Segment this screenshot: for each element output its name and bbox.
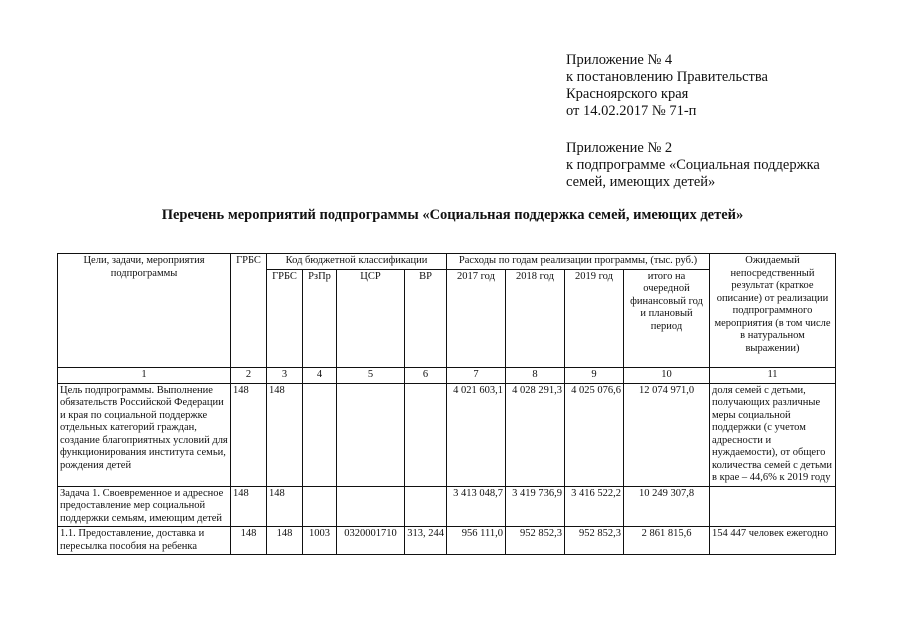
table-row (58, 527, 836, 555)
table-row (58, 383, 836, 486)
header-grbs: ГРБС (231, 254, 267, 368)
column-number: 6 (405, 367, 447, 383)
row-csr: 0320001710 (337, 527, 405, 555)
header-total: итого на очередной финансовый год и плановый период (624, 269, 710, 367)
header-result: Ожидаемый непосредственный результат (краткое описание) от реализации подпрограммного мероприятия (в том числе в натуральном выражении) (710, 254, 836, 368)
header-2019: 2019 год (565, 269, 624, 367)
column-number: 2 (231, 367, 267, 383)
row-2018: 4 028 291,3 (506, 383, 565, 486)
row-name: Задача 1. Своевременное и адресное предоставление мер социальной поддержки семьям, имеющим детей (58, 486, 231, 527)
row-grbs: 148 (231, 486, 267, 527)
appendix-line: от 14.02.2017 № 71-п (566, 103, 697, 119)
appendix-header (566, 52, 820, 191)
appendix-line: к подпрограмме «Социальная поддержка (566, 157, 820, 173)
row-rzpr (303, 486, 337, 527)
row-grbs: 148 (231, 527, 267, 555)
header-grbs2: ГРБС (267, 269, 303, 367)
column-number: 10 (624, 367, 710, 383)
row-vr (405, 383, 447, 486)
row-name: 1.1. Предоставление, доставка и пересылка пособия на ребенка (58, 527, 231, 555)
header-2017: 2017 год (447, 269, 506, 367)
row-grbs: 148 (231, 383, 267, 486)
row-csr (337, 486, 405, 527)
row-2017: 956 111,0 (447, 527, 506, 555)
row-total: 12 074 971,0 (624, 383, 710, 486)
column-numbers-row (58, 367, 836, 383)
document-title: Перечень мероприятий подпрограммы «Социальная поддержка семей, имеющих детей» (161, 207, 744, 223)
header-goals: Цели, задачи, мероприятия подпрограммы (58, 254, 231, 368)
row-2018: 952 852,3 (506, 527, 565, 555)
column-number: 7 (447, 367, 506, 383)
row-2019: 3 416 522,2 (565, 486, 624, 527)
column-number: 9 (565, 367, 624, 383)
row-result (710, 486, 836, 527)
row-result: доля семей с детьми, получающих различные меры социальной поддержки (с учетом адресности и нуждаемости), от общего количества семей с детьми в крае – 44,6% к 2019 году (710, 383, 836, 486)
appendix-line: Красноярского края (566, 86, 689, 102)
row-rzpr: 1003 (303, 527, 337, 555)
header-csr: ЦСР (337, 269, 405, 367)
row-name: Цель подпрограммы. Выполнение обязательств Российской Федерации и края по социальной поддержке отдельных категорий граждан, создание благоприятных условий для функционирования института семьи, рождения детей (58, 383, 231, 486)
row-rzpr (303, 383, 337, 486)
appendix-line: семей, имеющих детей» (566, 174, 716, 190)
row-csr (337, 383, 405, 486)
appendix-line: Приложение № 4 (566, 52, 673, 68)
row-2018: 3 419 736,9 (506, 486, 565, 527)
row-vr: 313, 244 (405, 527, 447, 555)
measures-table (57, 253, 836, 555)
column-number: 5 (337, 367, 405, 383)
appendix-line: к постановлению Правительства (566, 69, 768, 85)
header-expenses-group: Расходы по годам реализации программы, (тыс. руб.) (447, 254, 710, 270)
table-row (58, 486, 836, 527)
appendix-line: Приложение № 2 (566, 140, 673, 156)
column-number: 1 (58, 367, 231, 383)
row-2019: 4 025 076,6 (565, 383, 624, 486)
row-2019: 952 852,3 (565, 527, 624, 555)
column-number: 11 (710, 367, 836, 383)
row-grbs2: 148 (267, 486, 303, 527)
column-number: 3 (267, 367, 303, 383)
row-grbs2: 148 (267, 383, 303, 486)
row-grbs2: 148 (267, 527, 303, 555)
row-total: 10 249 307,8 (624, 486, 710, 527)
row-2017: 3 413 048,7 (447, 486, 506, 527)
column-number: 8 (506, 367, 565, 383)
header-vr: ВР (405, 269, 447, 367)
row-total: 2 861 815,6 (624, 527, 710, 555)
row-result: 154 447 человек ежегодно (710, 527, 836, 555)
header-2018: 2018 год (506, 269, 565, 367)
header-code-group: Код бюджетной классификации (267, 254, 447, 270)
header-rzpr: РзПр (303, 269, 337, 367)
row-vr (405, 486, 447, 527)
row-2017: 4 021 603,1 (447, 383, 506, 486)
column-number: 4 (303, 367, 337, 383)
